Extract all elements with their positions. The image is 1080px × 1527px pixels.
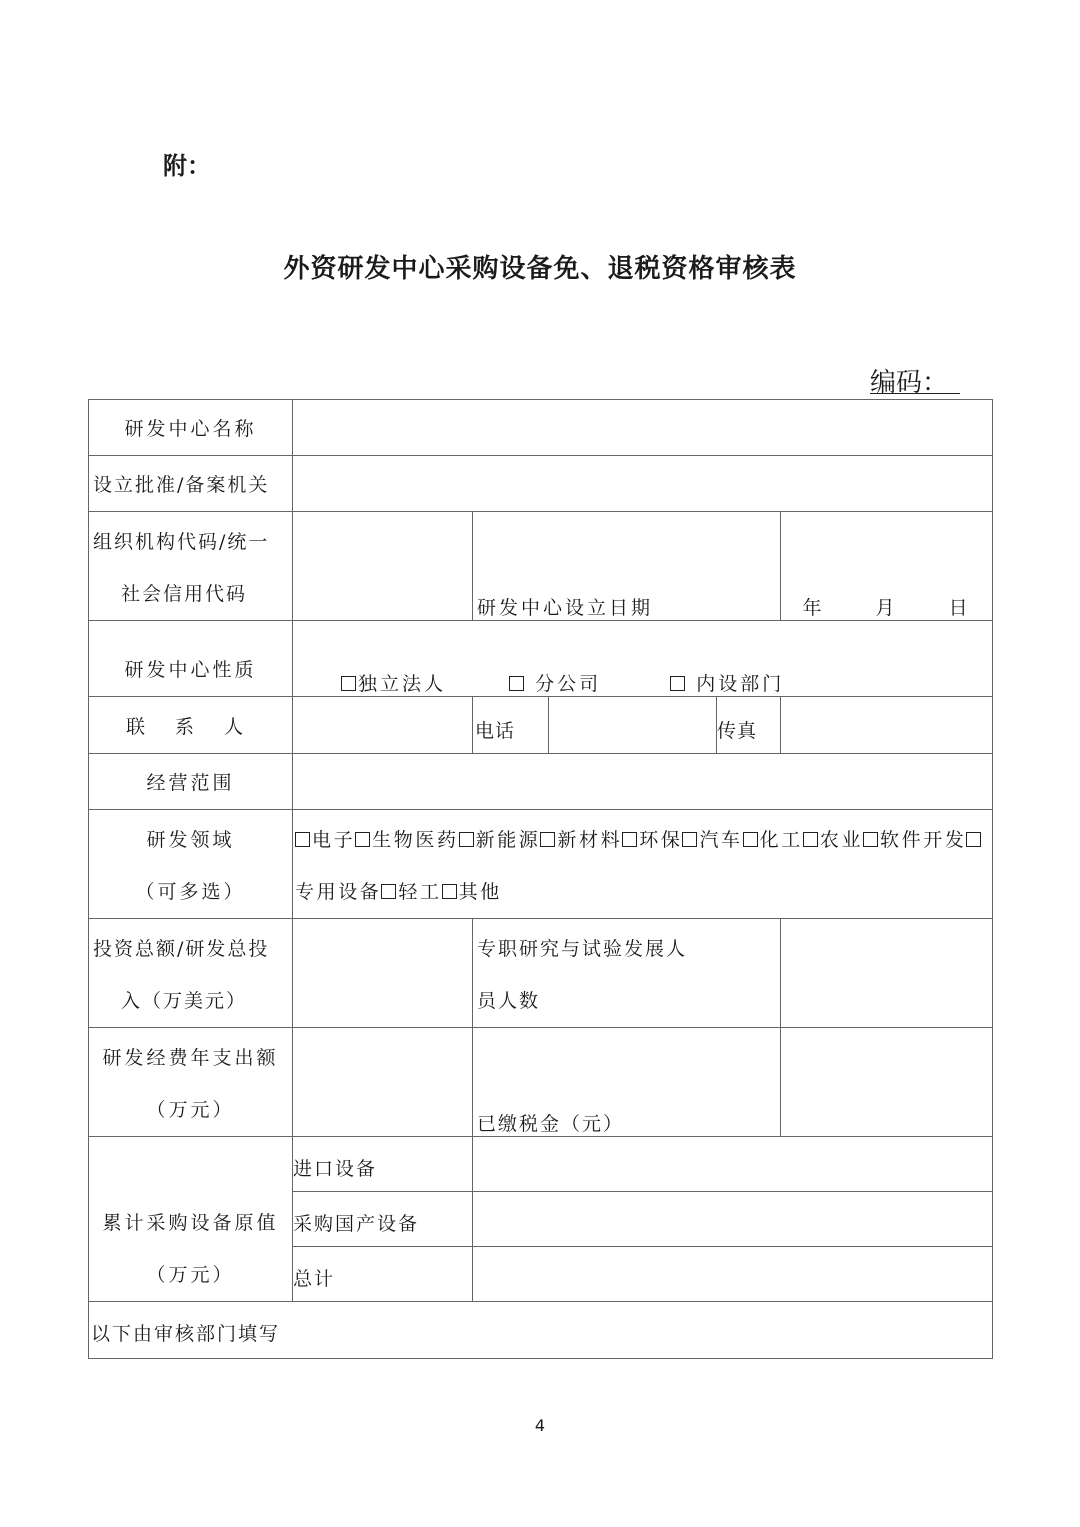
expense-field[interactable]	[293, 1028, 473, 1137]
staff-line2: 员人数	[477, 990, 541, 1012]
establish-date-field[interactable]	[781, 512, 993, 621]
center-name-label: 研发中心名称	[89, 400, 293, 456]
staff-line1: 专职研究与试验发展人	[477, 938, 688, 960]
research-field-label	[89, 810, 293, 919]
row-business-scope	[89, 754, 993, 810]
below-fill-note: 以下由审核部门填写	[89, 1302, 993, 1359]
imported-label: 进口设备	[293, 1137, 473, 1192]
checkbox-icon[interactable]	[863, 832, 878, 847]
checkbox-icon[interactable]	[295, 832, 310, 847]
code-label: 编码：	[870, 368, 949, 398]
checkbox-icon[interactable]	[670, 676, 685, 691]
org-code-field[interactable]	[293, 512, 473, 621]
page-number: 4	[534, 1416, 546, 1435]
approval-authority-field[interactable]	[293, 456, 993, 512]
nature-option-legal[interactable]: 独立法人	[341, 669, 446, 696]
checkbox-icon[interactable]	[381, 884, 396, 899]
date-month: 月	[875, 597, 898, 619]
audit-form-table	[88, 399, 993, 1359]
domestic-label: 采购国产设备	[293, 1192, 473, 1247]
row-investment	[89, 919, 993, 1028]
form-title: 外资研发中心采购设备免、退税资格审核表	[283, 254, 797, 284]
domestic-field[interactable]	[473, 1192, 993, 1247]
equipment-line2: （万元）	[146, 1264, 235, 1286]
checkbox-icon[interactable]	[459, 832, 474, 847]
row-research-field	[89, 810, 993, 919]
establish-date-label: 研发中心设立日期	[473, 512, 781, 621]
row-imported	[89, 1137, 993, 1192]
total-label: 总计	[293, 1247, 473, 1302]
business-scope-field[interactable]	[293, 754, 993, 810]
research-field-line2: （可多选）	[135, 881, 246, 903]
research-field-options: 电子 生物医药 新能源 新材料 环保 汽车 化工 农业 软件开发专用设备 轻工 其他	[293, 810, 993, 919]
row-nature	[89, 621, 993, 697]
contact-field[interactable]	[293, 697, 473, 754]
nature-option-branch[interactable]: 分公司	[509, 669, 601, 696]
row-below-fill	[89, 1302, 993, 1359]
checkbox-icon[interactable]	[803, 832, 818, 847]
nature-option-internal[interactable]: 内设部门	[670, 669, 784, 696]
row-expense	[89, 1028, 993, 1137]
checkbox-icon[interactable]	[682, 832, 697, 847]
staff-field[interactable]	[781, 919, 993, 1028]
date-year: 年	[802, 597, 825, 619]
equipment-line1: 累计采购设备原值	[102, 1212, 279, 1234]
row-org-code	[89, 512, 993, 621]
investment-line1: 投资总额/研发总投	[93, 938, 270, 960]
investment-line2: 入（万美元）	[121, 990, 248, 1012]
checkbox-icon[interactable]	[341, 676, 356, 691]
expense-line2: （万元）	[146, 1099, 235, 1121]
fax-field[interactable]	[781, 697, 993, 754]
phone-field[interactable]	[549, 697, 717, 754]
nature-label: 研发中心性质	[89, 621, 293, 697]
imported-field[interactable]	[473, 1137, 993, 1192]
row-approval	[89, 456, 993, 512]
center-name-field[interactable]	[293, 400, 993, 456]
contact-label: 联 系 人	[89, 697, 293, 754]
approval-authority-label: 设立批准/备案机关	[89, 456, 293, 512]
checkbox-icon[interactable]	[540, 832, 555, 847]
row-contact	[89, 697, 993, 754]
equipment-value-label	[89, 1137, 293, 1302]
checkbox-icon[interactable]	[622, 832, 637, 847]
org-code-label	[89, 512, 293, 621]
expense-label	[89, 1028, 293, 1137]
expense-line1: 研发经费年支出额	[102, 1047, 279, 1069]
business-scope-label: 经营范围	[89, 754, 293, 810]
nature-options	[293, 621, 993, 697]
total-field[interactable]	[473, 1247, 993, 1302]
fax-label: 传真	[717, 697, 781, 754]
checkbox-icon[interactable]	[355, 832, 370, 847]
checkbox-icon[interactable]	[966, 832, 981, 847]
tax-paid-field[interactable]	[781, 1028, 993, 1137]
row-center-name	[89, 400, 993, 456]
code-underline	[870, 393, 960, 394]
phone-label: 电话	[473, 697, 549, 754]
research-field-line1: 研发领域	[146, 829, 235, 851]
date-day: 日	[948, 597, 971, 619]
checkbox-icon[interactable]	[509, 676, 524, 691]
attachment-label: 附：	[163, 152, 211, 180]
checkbox-icon[interactable]	[442, 884, 457, 899]
checkbox-icon[interactable]	[743, 832, 758, 847]
investment-field[interactable]	[293, 919, 473, 1028]
investment-label	[89, 919, 293, 1028]
staff-label	[473, 919, 781, 1028]
org-code-line1: 组织机构代码/统一	[93, 531, 270, 553]
tax-paid-label: 已缴税金（元）	[473, 1028, 781, 1137]
org-code-line2: 社会信用代码	[121, 583, 248, 605]
